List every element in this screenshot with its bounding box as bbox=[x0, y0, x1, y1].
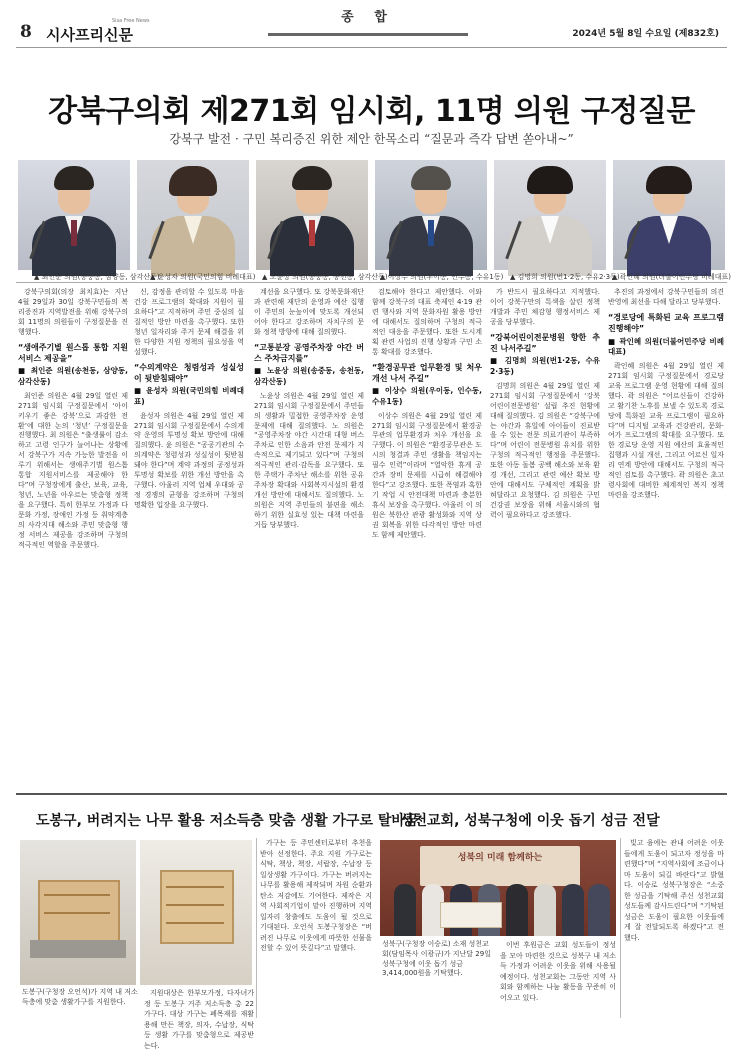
seongcheon-paragraph: 빛고 융에는 관내 어려운 이웃들에게 도움이 되고자 정성을 마련했다”며 “지역사회에 조금이나마 도움이 되길 바란다”고 밝혔다. 이승로 성북구청장은 “소중한 성금을 기탁해 주신 성천교회 성도들께 감사드린다”며 “기탁된 성금은 도움이 필요한 이웃들에게 잘 전달되도록 하겠다”고 전했다. bbox=[624, 839, 724, 942]
dobong-paragraph: 지원대상은 한부모가정, 다자녀가정 등 도봉구 거주 저소득층 총 22가구다. 대상 가구는 폐목재를 재활용해 만든 책장, 의자, 수납장, 식탁 등 생활 가구를 맞춤형으로 제공받는다. bbox=[144, 989, 254, 1050]
article-column-2 bbox=[134, 288, 244, 788]
subheading: “생애주기별 원스톱 통합 지원서비스 제공을” bbox=[18, 342, 128, 364]
body-paragraph: 곽인혜 의원은 4월 29일 열린 제271회 임시회 구정질문에서 경로당 교육 프로그램 운영 현황에 대해 질의했다. 곽 의원은 “어르신들이 건강하고 활기찬 노후를 보낼 수 있도록 경로당에 특화된 교육 프로그램이 필요하다”며 디지털 교육과 건강관리, 문화·여가 프로그램의 확대를 요구했다. 또한 경로당 운영 지원 예산의 효율적인 집행과 시설 개선, 그리고 어르신 일자리 연계 방안에 대해서도 구청의 적극적인 검토를 촉구했다. 곽 의원은 초고령사회에 대비한 체계적인 복지 정책 마련을 강조했다. bbox=[608, 361, 724, 500]
paper-name: 시사프리신문 bbox=[46, 26, 133, 44]
speaker-line: ■ 윤성자 의원(국민의힘 비례대표) bbox=[134, 386, 244, 406]
lead-paragraph: 강북구의회(의장 최치효)는 지난 4월 29일과 30일 강북구민들의 복리증진과 지역발전을 위해 강북구의회 11명의 의원들이 구정질문을 진행했다. bbox=[18, 288, 128, 336]
body-paragraph: 신, 감정을 관리할 수 있도록 마음 건강 프로그램의 확대와 지원이 필요하다”고 지적하며 주민 중심의 실질적인 방안 마련을 촉구했다. 또한 청년 일자리와 주거 문제 해결을 위한 다양한 지원 정책의 필요성을 역설했다. bbox=[134, 288, 244, 356]
seongcheon-body-2 bbox=[624, 838, 724, 1018]
article-column-4 bbox=[372, 288, 482, 788]
dobong-body-1 bbox=[144, 988, 254, 1050]
main-headline: 강북구의회 제271회 임시회, 11명 의원 구정질문 bbox=[48, 94, 695, 129]
column-divider bbox=[256, 838, 257, 1018]
section-underline bbox=[268, 33, 468, 36]
speaker-line: ■ 곽인혜 의원(더불어민주당 비례대표) bbox=[608, 336, 724, 357]
column-divider bbox=[620, 838, 621, 1018]
councilor-photo-2 bbox=[137, 160, 249, 270]
seongcheon-caption: 성북구(구청장 이승로) 소재 성천교회(담임목사 이광규)가 지난달 29일 성북구청에 이웃 돕기 성금 3,414,000원을 기탁했다. bbox=[382, 940, 491, 978]
page-number: 8 bbox=[20, 22, 32, 42]
header-rule bbox=[16, 47, 727, 48]
donation-banner-text: 성북의 미래 함께하는 bbox=[457, 853, 543, 863]
article-column-6 bbox=[608, 288, 724, 788]
seongcheon-paragraph: 이번 후원금은 교회 성도들이 정성을 모아 마련한 것으로 성북구 내 저소득 가정과 어려운 이웃을 위해 사용될 예정이다. 성천교회는 그동안 지역 사회와 함께하는 나눔 활동을 꾸준히 이어오고 있다. bbox=[500, 941, 616, 1002]
speaker-line: ■ 김명희 의원(번1·2동, 수유2·3동) bbox=[490, 356, 600, 377]
subheading: “강북어린이전문병원 향한 추진 나서주길” bbox=[490, 332, 600, 354]
subheading: “경로당에 특화된 교육 프로그램 진행해야” bbox=[608, 312, 724, 334]
paper-sup: Sisa Free News bbox=[112, 18, 150, 24]
councilor-photo-3 bbox=[256, 160, 368, 270]
seongcheon-body-1 bbox=[500, 940, 616, 1018]
subheading: “수의계약은 청렴성과 성실성이 뒷받침돼야” bbox=[134, 362, 244, 383]
article-column-1 bbox=[18, 288, 128, 788]
furniture-photo-2 bbox=[140, 840, 252, 985]
body-paragraph: 계선을 요구했다. 또 강북문화재단과 관련해 재단의 운영과 예산 집행이 주민의 눈높이에 맞도록 개선되어야 한다고 강조하며 자치구의 문화 정책 방향에 대해 질의했다. bbox=[254, 288, 364, 336]
main-subhead: 강북구 발전 · 구민 복리증진 위한 제안 한목소리 “질문과 즉각 답변 쏟아내~” bbox=[169, 132, 574, 146]
councilor-photo-6 bbox=[613, 160, 725, 270]
body-paragraph: 이상수 의원은 4월 29일 열린 제271회 임시회 구정질문에서 환경공무관의 업무환경과 처우 개선을 요구했다. 이 의원은 “환경공무관은 도시의 청결과 주민 생활을 책임지는 필수 인력”이라며 “열악한 휴게 공간과 장비 문제를 시급히 해결해야 한다”고 강조했다. 또한 폭염과 혹한기 작업 시 안전대책 마련과 충분한 휴식 보장을 촉구했다. 아울러 이 의원은 북한산 관광 활성화와 지역 상권 회복을 위한 다각적인 방안 마련도 함께 제안했다. bbox=[372, 411, 482, 539]
body-paragraph: 김명희 의원은 4월 29일 열린 제271회 임시회 구정질문에서 ‘강북어린이전문병원’ 설립 추진 현황에 대해 질의했다. 김 의원은 “강북구에는 야간과 휴일에 아이들이 진료받을 수 있는 전문 의료기관이 부족하다”며 어린이 전문병원 유치를 위한 구청의 적극적인 행정을 주문했다. 또한 아동 돌봄 공백 해소와 보육 환경 개선, 그리고 관련 예산 확보 방안에 대해서도 구체적인 계획을 밝혀달라고 요청했다. 김 의원은 구민 건강권 보장을 위해 서울시와의 협력이 필요하다고 강조했다. bbox=[490, 381, 600, 519]
body-paragraph: 노윤상 의원은 4월 29일 열린 제271회 임시회 구정질문에서 주민들의 생활과 밀접한 공영주차장 운영 문제에 대해 질의했다. 노 의원은 “공영주차장 야간 시간대 대형 버스 주차로 인한 소음과 안전 문제가 지속적으로 제기되고 있다”며 구청의 적극적인 관리·감독을 요구했다. 또한 주택가 주차난 해소를 위한 공유주차장 확대와 사회복지시설의 환경 개선 방안에 대해서도 질의했다. 노 의원은 지역 주민들의 불편을 해소하기 위한 실효성 있는 대책 마련을 거듭 당부했다. bbox=[254, 391, 364, 529]
councilor-photo-4 bbox=[375, 160, 487, 270]
photo-caption-3: ▲ 노윤상 의원(송중동, 송천동, 삼각산동) bbox=[262, 273, 388, 281]
speaker-line: ■ 최인준 의원(송천동, 삼양동, 삼각산동) bbox=[18, 366, 128, 387]
body-paragraph: 윤성자 의원은 4월 29일 열린 제271회 임시회 구정질문에서 수의계약 운영의 투명성 확보 방안에 대해 질의했다. 윤 의원은 “공공기관의 수의계약은 청렴성과 성실성이 뒷받침돼야 한다”며 계약 과정의 공정성과 투명성 확보를 위한 개선 방안을 촉구했다. 아울러 지역 업체 우대와 공정 경쟁의 균형을 강조하며 구청의 명확한 입장을 요구했다. bbox=[134, 411, 244, 509]
dobong-headline: 도봉구, 버려지는 나무 활용 저소득층 맞춤 생활 가구로 탈바꿈 bbox=[36, 813, 419, 829]
section-tab bbox=[238, 6, 498, 42]
photo-caption-6: ▲ 곽인혜 의원(더불어민주당 비례대표) bbox=[612, 273, 731, 281]
furniture-photo-1 bbox=[20, 840, 136, 985]
photo-caption-2: ▲ 윤성자 의원(국민의힘 비례대표) bbox=[150, 273, 256, 281]
donation-photo bbox=[380, 840, 616, 936]
article-column-5 bbox=[490, 288, 600, 788]
photo-caption-5: ▲ 김명희 의원(번1·2동, 수유2·3동) bbox=[510, 273, 620, 281]
councilor-photos bbox=[18, 160, 725, 270]
subheading: “고통분장 공영주차장 야간 버스 주차금지를” bbox=[254, 342, 364, 364]
photo-rule bbox=[16, 282, 727, 283]
speaker-line: ■ 노윤상 의원(송중동, 송천동, 삼각산동) bbox=[254, 366, 364, 387]
body-paragraph: 최인준 의원은 4월 29일 열린 제271회 임시회 구정질문에서 ‘아이키우기 좋은 강북’으로 과감한 전환’에 대한 논의 ‘청년’ 구정질문을 진행했다. 최 의원은 “출생률이 감소하고 고령 인구가 늘어나는 상황에서 강북구가 지속 가능한 발전을 이루기 위해서는 생애주기별 원스톱 통합 지원서비스를 제공해야 한다”며 구청장에게 출산, 보육, 교육, 청년, 노년을 아우르는 맞춤형 정책을 요구했다. 특히 한부모 가정과 다문화 가정, 장애인 가정 등 취약계층의 사각지대 해소와 주민 맞춤형 행정 서비스 제공을 강조하며 구청의 적극적인 역할을 주문했다. bbox=[18, 391, 128, 549]
body-paragraph: 가 반드시 필요하다고 지적했다. 이어 강북구만의 특색을 살린 정책 개발과 주민 체감형 행정서비스 제공을 당부했다. bbox=[490, 288, 600, 326]
dateline: 2024년 5월 8일 수요일 (제832호) bbox=[572, 29, 719, 39]
seongcheon-headline: 성천교회, 성북구청에 이웃 돕기 성금 전달 bbox=[400, 813, 660, 829]
body-paragraph: 추진의 과정에서 강북구민들의 의견 반영에 최선을 다해 달라고 당부했다. bbox=[608, 288, 724, 306]
dobong-paragraph: 가구는 등 주민센터로부터 추천을 받아 선정한다. 주요 지원 가구로는 식탁, 책상, 책장, 서랍장, 수납장 등 일상생활 가구이다. 가구는 버려지는 나무를 활용해 제작되며 자원 순환과 탄소 저감에도 기여한다. 제작은 지역 사회적기업이 맡아 진행하며 지역 일자리 창출에도 도움이 될 것으로 기대된다. 오언석 도봉구청장은 “버려진 나무로 이웃에게 따뜻한 선물을 전할 수 있어 뜻깊다”고 말했다. bbox=[260, 839, 372, 952]
dobong-caption: 도봉구(구청장 오언석)가 지역 내 저소득층에 맞춤 생활가구를 지원한다. bbox=[22, 988, 138, 1006]
section-label: 종 합 bbox=[341, 10, 395, 25]
section-divider bbox=[16, 793, 727, 795]
subheading: “환경공무관 업무환경 및 처우 개선 나서 주길” bbox=[372, 362, 482, 383]
councilor-photo-5 bbox=[494, 160, 606, 270]
photo-caption-1: ▲ 최인준 의원(송중동, 삼양동, 삼각산동) bbox=[34, 273, 160, 281]
dobong-body-2 bbox=[260, 838, 372, 1018]
photo-caption-4: ▲ 이상수 의원(우이동, 인수동, 수유1동) bbox=[380, 273, 504, 281]
body-paragraph: 검토해야 한다고 제안했다. 이와 함께 강북구의 대표 축제인 4·19 관련 행사와 지역 문화자원 활용 방안에 대해서도 질의하며 구청의 적극적인 대응을 주문했다. 또한 도시계획 관련 사업의 진행 상황과 구민 소통 확대를 강조했다. bbox=[372, 288, 482, 356]
councilor-photo-1 bbox=[18, 160, 130, 270]
article-column-3 bbox=[254, 288, 364, 788]
speaker-line: ■ 이상수 의원(우이동, 인수동, 수유1동) bbox=[372, 386, 482, 406]
masthead bbox=[16, 10, 727, 46]
